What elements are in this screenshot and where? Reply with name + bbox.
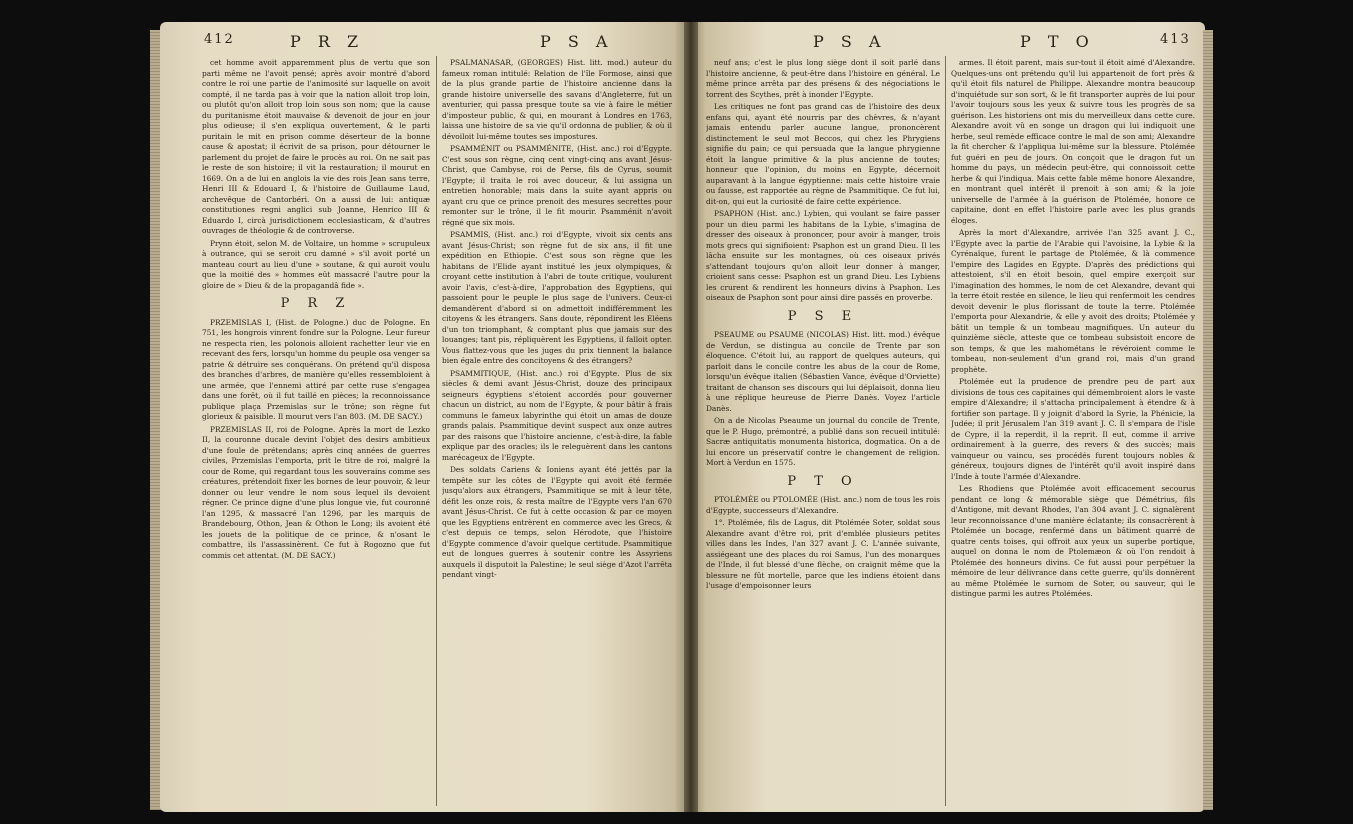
paragraph: Ptolémée eut la prudence de prendre peu de part aux divisions de tous ces capitaines qui démembroient alors le vaste empire d'Alexandre; il s'attacha principalement à étendre & à fortifier son partage. Il y joignit d'abord la Syrie, la Phénicie, la Judée; il prit Jérusalem l'an 319 avant J. C. Il s'empara de l'isle de Cypre, il la reperdit, il la reprit. Il eut, comme il arrive ordinairement à la guerre, des revers & des succès; mais vainqueur ou vaincu, ses procédés furent toujours nobles & généreux, toujours dignes de l'intérêt qu'il avoit inspiré dans l'Inde à toute l'armée d'Alexandre.: [951, 377, 1195, 481]
running-head-left-col2: P S A: [540, 32, 614, 51]
text-column-1: [202, 58, 430, 806]
paragraph: PSEAUME ou PSAUME (NICOLAS) Hist. litt. mod.) évêque de Verdun, se distingua au concile de Trente par son éloquence. C'étoit lui, au rapport de quelques auteurs, qui parloit dans le concile contre les abus de la cour de Rome, lorsqu'un évêque italien (Sébastien Vance, évêque d'Orviette) traitant de chanson ses discours qui lui déplaisoit, donna lieu à une réplique heureuse de Pierre Danès. Voyez l'article Danès.: [706, 330, 940, 413]
paragraph: Les critiques ne font pas grand cas de l'histoire des deux enfans qui, ayant été nourris par des chèvres, & n'ayant jamais entendu parler aucune langue, prononcèrent distinctement le seul mot Beccos, qui chez les Phrygiens signifie du pain; ce qui persuada que la langue phrygienne étoit la langue primitive & la plus ancienne de toutes; honneur que l'opinion, du moins en Egypte, décernoit auparavant à la langue égyptienne: mais cette histoire vraie ou fausse, est rapportée au règne de Psammitique. Ce fut lui, dit-on, qui eut la curiosité de faire cette expérience.: [706, 102, 940, 206]
section-heading: P T O: [787, 473, 859, 489]
paragraph: PSAMMÉNIT ou PSAMMÉNITE, (Hist. anc.) roi d'Egypte. C'est sous son règne, cinq cent vingt-cinq ans avant Jésus-Christ, que Cambyse, roi de Perse, fils de Cyrus, soumit l'Egypte; il traita le roi avec douceur, & lui assigna un entretien honorable; mais dans la suite ayant appris ou ayant cru que ce prince prenoit des mesures secrettes pour remonter sur le trône, il le fit mourir. Psamménit n'avoit régné que six mois.: [442, 144, 672, 227]
page-number-left: 412: [204, 32, 235, 47]
paragraph: Après la mort d'Alexandre, arrivée l'an 325 avant J. C., l'Egypte avec la partie de l'Arabie qui l'avoisine, la Lybie & la Cyrénaïque, furent le partage de Ptolémée, & là commence l'empire des Lagides en Egypte. D'après des prédictions qui attestoient, s'il en étoit besoin, quel empire exerçoit sur l'imagination des hommes, le nom de cet Alexandre, devant qui la terre étoit restée en silence, le lieu qui renfermoit les cendres devoit devenir le plus florissant de toute la terre. Ptolémée l'emporta pour Alexandrie, & elle y avoit des droits; Ptolémée y bâtit un temple & un tombeau magnifiques. Un auteur du quinzième siècle, atteste que ce tombeau subsistoit encore de son temps, & que les mahométans le révéroient comme le tombeau, non-seulement d'un grand roi, mais d'un grand prophète.: [951, 228, 1195, 374]
column-rule-left: [436, 56, 437, 806]
paragraph: PSALMANASAR, (GEORGES) Hist. litt. mod.) auteur du fameux roman intitulé: Relation de l'île Formose, ainsi que de la plus grande partie de l'histoire ancienne dans la grande histoire universelle des savans d'Angleterre, fut un aventurier, qui passa presque toute sa vie à faire le métier d'imposteur public, & qui, en mourant à Londres en 1763, laissa une histoire de sa vie qu'il ordonna de publier, & où il dévoiloit lui-même toutes ses impostures.: [442, 58, 672, 141]
paragraph: Des soldats Cariens & Ioniens ayant été jettés par la tempête sur les côtes de l'Egypte qui avoit été fermée jusqu'alors aux étrangers, Psammitique se mit à leur tête, défit les onze rois, & resta maître de l'Egypte vers l'an 670 avant Jésus-Christ. Ce fut à cette occasion & par ce moyen que les Egyptiens entrèrent en commerce avec les Grecs, & c'est depuis ce temps, selon Hérodote, que l'histoire d'Egypte commence d'avoir quelque certitude. Psammitique eut de longues guerres à soutenir contre les Assyriens auxquels il disputoit la Palestine; le seul siège d'Azot l'arrêta pendant vingt-: [442, 465, 672, 579]
book-gutter: [684, 22, 698, 812]
running-head-right-col2: P T O: [1020, 32, 1095, 51]
paragraph: PTOLÉMÉE ou PTOLOMÉE (Hist. anc.) nom de tous les rois d'Egypte, successeurs d'Alexandre.: [706, 495, 940, 515]
section-heading: P S E: [787, 308, 859, 324]
paragraph: Les Rhodiens que Ptolémée avoit efficacement secourus pendant ce long & mémorable siège que Démétrius, fils d'Antigone, mit devant Rhodes, l'an 304 avant J. C. signalèrent leur reconnoissance d'une manière éclatante; ils consacrèrent à Ptolémée un bocage, renfermé dans un bâtiment quarré de quatre cents toises, qui offroit aux yeux un superbe portique, auquel on donna le nom de Ptolemæon & où l'on rendoit à Ptolémée des honneurs divins. Ce fut aussi pour perpétuer la mémoire de leur délivrance dans cette guerre, qu'ils donnèrent au même Ptolémée le surnom de Soter, ou sauveur, qui le distingue parmi les autres Ptolémées.: [951, 484, 1195, 598]
section-heading: P R Z: [280, 296, 352, 311]
text-column-3: [706, 58, 940, 806]
text-column-4: [951, 58, 1195, 806]
text-column-2: [442, 58, 672, 806]
paragraph: cet homme avoit apparemment plus de vertu que son parti même ne l'avoit pensé; après avoir montré d'abord contre le roi une partie de l'animosité sur laquelle on avoit compté, il ne tarda pas à voir que la nation alloit trop loin, ou plutôt qu'on alloit trop loin sous son nom; que la cause du puritanisme étoit mauvaise & devenoit de jour en jour plus odieuse; il s'en expliqua ouvertement, & le parti puritain le mit en prison comme déserteur de la bonne cause & apostat; il écrivit de sa prison, pour détourner le parlement du projet de faire le procès au roi. On ne sait pas le reste de son histoire; il vit la restauration; il mourut en 1669. On a de lui en anglois la vie des rois Jean sans terre, Henri III & Edouard I, & l'histoire de Guillaume Laud, archevêque de Cantorbéri. On a aussi de lui: antiquæ constitutiones regni anglici sub Joanne, Henrico III & Eduardo I, circà jurisdictionem ecclesiasticam, & d'autres ouvrages de théologie & de controverse.: [202, 58, 430, 235]
column-rule-right: [945, 56, 946, 806]
paragraph: PRZEMISLAS II, roi de Pologne. Après la mort de Lezko II, la couronne ducale devint l'objet des desirs ambitieux d'une foule de prétendans; après cinq années de guerres civiles, Przemislas l'emporta, prit le titre de roi, malgré la cour de Rome, qui regardant tous les souverains comme ses créatures, prétendoit fixer les bornes de leur pouvoir, & leur donner ou leur vendre le nom sous lequel ils devoient régner. Ce prince digne d'une plus longue vie, fut couronné l'an 1295, & massacré l'an 1296, par les marquis de Brandebourg, Othon, Jean & Othon le Long; ils avoient été les jouets de la politique de ce prince, & n'osant le combattre, ils l'assassinèrent. Ce fut à Rogozno que fut commis cet attentat. (M. DE SACY.): [202, 424, 430, 560]
running-head-left: P R Z: [290, 32, 365, 51]
running-head-right: P S A: [813, 32, 887, 51]
paragraph: 1°. Ptolémée, fils de Lagus, dit Ptolémée Soter, soldat sous Alexandre avant d'être roi, prit d'emblée plusieurs petites villes dans les Indes, l'an 327 avant J. C. L'année suivante, assiégeant une des places du roi Samus, l'un des monarques de l'Inde, il fut blessé d'une flèche, on craignit même que la blessure ne fût mortelle, parce que les indiens étoient dans l'usage d'empoisonner leurs: [706, 518, 940, 590]
paragraph: PSAMMIS, (Hist. anc.) roi d'Egypte, vivoit six cents ans avant Jésus-Christ; son règne fut de six ans, il fit une expédition en Ethiopie. C'est sous son règne que les habitans de l'Elide ayant institué les jeux olympiques, & croyant cette institution à l'abri de toute critique, voulurent avoir l'avis, c'est-à-dire, l'approbation des Egyptiens, qui passoient pour le peuple le plus sage de l'univers. Ceux-ci demandèrent d'abord si on admettoit indifféremment les citoyens & les étrangers. Sans doute, répondirent les Eléens d'un ton triomphant, & comptant plus que jamais sur des louanges; tant pis, répliquèrent les Egyptiens, il falloit opter. Vous flattez-vous que les juges du prix tiennent la balance bien égale entre des concitoyens & des étrangers?: [442, 230, 672, 365]
paragraph: Prynn étoit, selon M. de Voltaire, un homme » scrupuleux à outrance, qui se seroit cru damné » s'il avoit porté un manteau court au lieu d'une » soutane, & qui auroit voulu que la moitié des » hommes eût massacré l'autre pour la gloire de » Dieu & de la propagandâ fide ».: [202, 238, 430, 290]
paragraph: PSAPHON (Hist. anc.) Lybien, qui voulant se faire passer pour un dieu parmi les habitans de la Lybie, s'imagina de dresser des oiseaux à prononcer, pour avoir à manger, trois mots grecs qui signifioient: Psaphon est un grand Dieu. Il les lâcha ensuite sur les montagnes, où ces oiseaux privés s'attendant toujours qu'on alloit leur donner à manger, crioient sans cesse: Psaphon est un grand Dieu. Les Lybiens les crurent & rendirent les honneurs divins à Psaphon. Les oiseaux de Psaphon sont pour ainsi dire passés en proverbe.: [706, 209, 940, 302]
page-number-right: 413: [1160, 32, 1191, 47]
paragraph: armes. Il étoit parent, mais sur-tout il étoit aimé d'Alexandre. Quelques-uns ont prétendu qu'il lui appartenoit de fort près & qu'il étoit fils naturel de Philippe. Alexandre montra beaucoup d'inquiétude sur son sort, & le fit transporter auprès de lui pour l'avoir toujours sous les yeux & suivre tous les progrès de sa guérison. Les historiens ont mis du merveilleux dans cette cure. Alexandre avoit vû en songe un dragon qui lui indiquoit une herbe, seul remède efficace contre le mal de son ami; Alexandre la fit chercher & l'appliqua lui-même sur la blessure. Ptolémée fut guéri en peu de jours. On conçoit que le dragon fut un homme du pays, un médecin peut-être, qui connoissoit cette herbe & qui l'indiqua. Mais cette fable même honore Alexandre, en montrant quel intérêt il prenoit à son ami; & la joie universelle de l'armée à la guérison de Ptolémée, honore ce capitaine, dont en effet l'histoire parle avec les plus grands éloges.: [951, 58, 1195, 225]
paragraph: On a de Nicolas Pseaume un journal du concile de Trente, que le P. Hugo, prémontré, a publié dans son recueil intitulé: Sacræ antiquitatis monumenta historica, dogmatica. On a de lui encore un préservatif contre le changement de religion. Mort à Verdun en 1575.: [706, 416, 940, 467]
paragraph: PRZEMISLAS I, (Hist. de Pologne.) duc de Pologne. En 751, les hongrois vinrent fondre sur la Pologne. Leur fureur ne respecta rien, les polonois alloient rachetter leur vie en recevant des fers, lorsqu'un homme du peuple osa venger sa patrie & détruire ses conquérans. On prétend qu'il disposa des branches d'arbres, de manière qu'elles ressembloient à une armée, que l'ennemi attiré par cette ruse s'engagea dans une forêt, où il fut taillé en pièces; la reconnoissance publique plaça Przemislas sur le trône; son règne fut glorieux & paisible. Il mourut vers l'an 803. (M. DE SACY.): [202, 317, 430, 421]
page-edges-right: [1203, 30, 1213, 810]
paragraph: PSAMMITIQUE, (Hist. anc.) roi d'Egypte. Plus de six siècles & demi avant Jésus-Christ, douze des principaux seigneurs égyptiens s'étoient accordés pour gouverner chacun un district, au nom de l'Egypte, & pour bâtir à frais communs le fameux labyrinthe qui étoit un amas de douze grands palais. Psammitique devint suspect aux onze autres par des raisons que l'histoire ancienne, c'est-à-dire, la fable explique par des oracles; ils le releguèrent dans les cantons marécageux de l'Egypte.: [442, 368, 672, 462]
paragraph: neuf ans; c'est le plus long siège dont il soit parlé dans l'histoire ancienne, & peut-être dans l'histoire en général. Le même prince arrêta par des présens & des négociations le torrent des Scythes, prêt à inonder l'Egypte.: [706, 58, 940, 99]
